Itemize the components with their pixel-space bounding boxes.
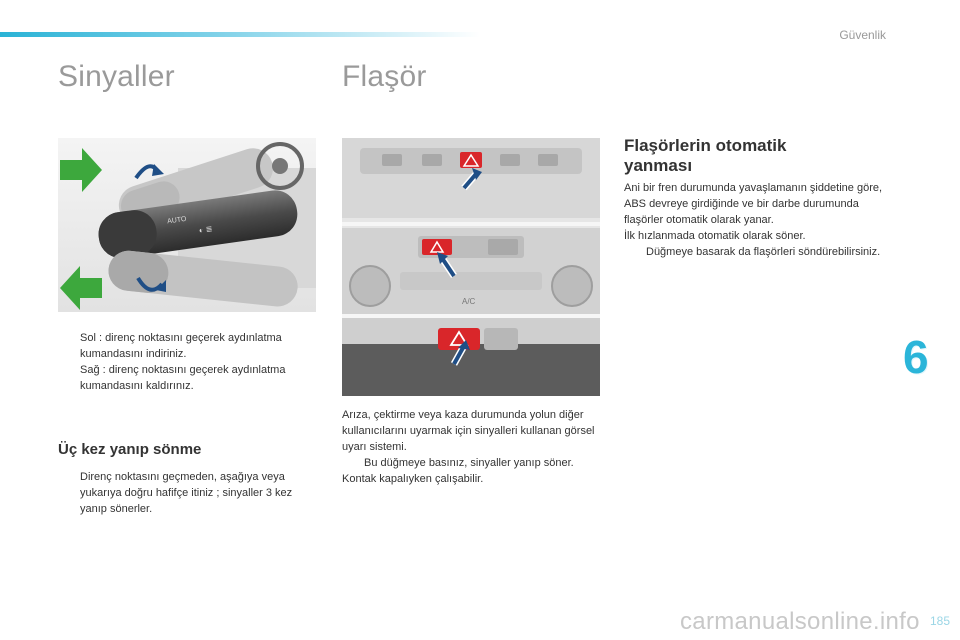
right-text-block [624,180,890,260]
right-heading-line-2: yanması [624,156,693,175]
chapter-number: 6 [903,331,929,383]
left-sub-bullet-list [58,469,320,517]
page-number: 185 [929,614,950,628]
right-heading-line-1: Flaşörlerin otomatik [624,136,787,155]
subheading-uc-kez: Üç kez yanıp sönme [58,441,202,458]
bullet-text: Direnç noktasını geçmeden, aşağıya veya yukarıya doğru hafifçe itiniz ; sinyaller 3 kez yanıp sönerler. [80,471,293,515]
right-heading [624,136,786,176]
section-label: Güvenlik [839,28,886,42]
stalk-illustration [58,138,316,312]
top-accent-bar [0,32,480,37]
right-paragraph-1: Ani bir fren durumunda yavaşlamanın şiddetine göre, ABS devreye girdiğinde ve bir darbe durumunda flaşörler otomatik olarak yanar. [624,182,883,226]
middle-text-block [342,407,604,487]
svg-text:AUTO: AUTO [166,215,187,226]
page-title-sinyaller: Sinyaller [58,60,175,93]
svg-text:◐ ≣: ◐ ≣ [198,224,214,236]
page-title-flasor: Flaşör [342,60,427,93]
hazard-illustration [342,138,600,396]
bullet-text: Sol : direnç noktasını geçerek aydınlatma kumandasını indiriniz. [80,332,282,360]
bullet-text: Sağ : direnç noktasını geçerek aydınlatma kumandasını kaldırınız. [80,364,286,392]
bullet-item [58,362,320,394]
middle-paragraph-2: Kontak kapalıyken çalışabilir. [342,473,484,485]
right-paragraph-2: İlk hızlanmada otomatik olarak söner. [624,230,806,242]
middle-paragraph-1: Arıza, çektirme veya kaza durumunda yolun diğer kullanıcılarını uyarmak için sinyalleri kullanan görsel uyarı sistemi. [342,409,595,453]
turn-signal-stalk-image [58,138,316,312]
bullet-item [342,455,604,471]
bullet-item [58,469,320,517]
bullet-item [624,244,890,260]
ac-label: A/C [462,297,476,306]
bullet-text: Düğmeye basarak da flaşörleri söndürebilirsiniz. [646,246,881,258]
bullet-item [58,330,320,362]
bullet-text: Bu düğmeye basınız, sinyaller yanıp söner. [364,457,574,469]
watermark: carmanualsonline.info [680,608,920,635]
hazard-button-image [342,138,600,396]
left-bullet-list [58,330,320,394]
